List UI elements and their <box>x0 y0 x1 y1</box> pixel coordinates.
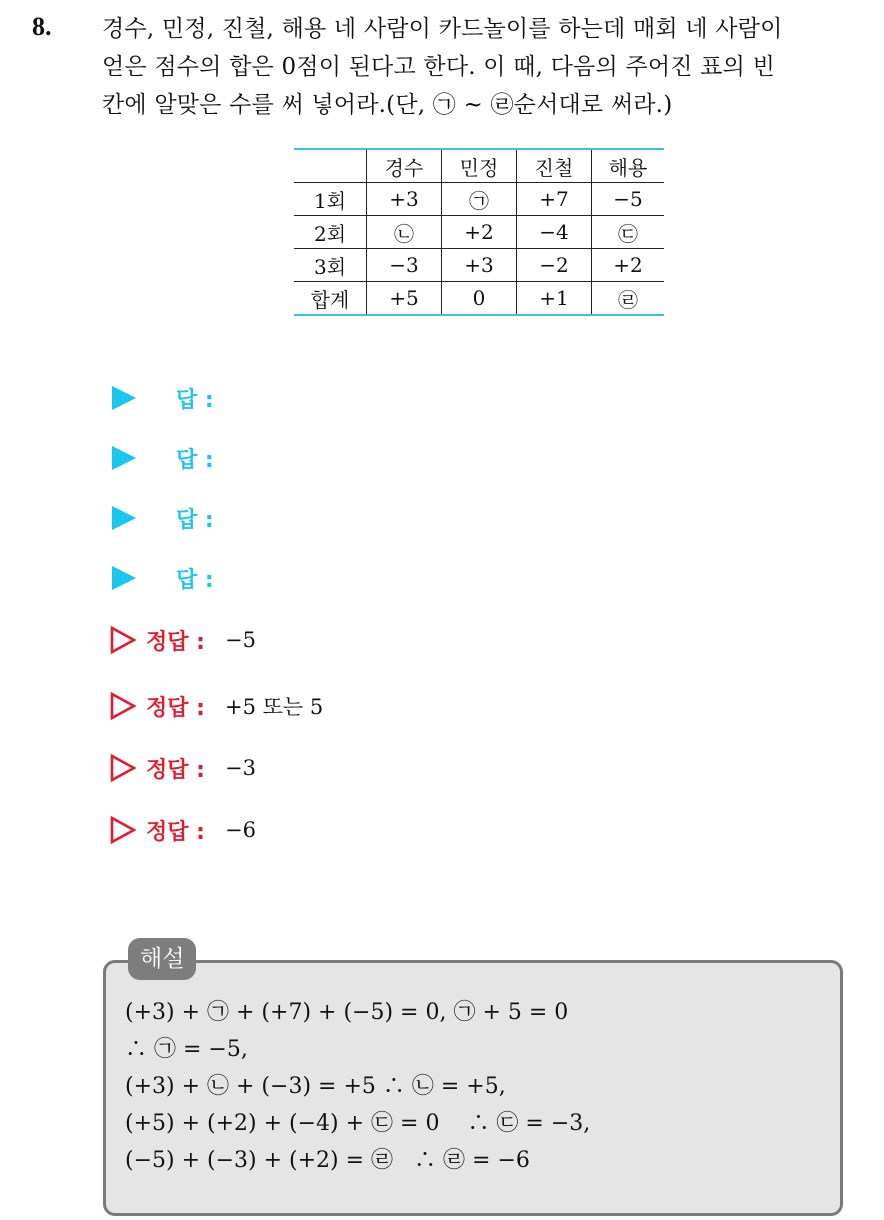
score-table <box>294 148 664 316</box>
answer-label: 답 : <box>176 387 214 413</box>
table-cell: +5 <box>367 282 442 316</box>
correct-answer-label: 정답 : <box>146 695 205 721</box>
table-cell: 합계 <box>294 282 367 316</box>
table-header-cell: 경수 <box>367 149 442 183</box>
play-arrow-icon <box>112 446 136 470</box>
explanation-line: (+3) + ㉠ + (+7) + (−5) = 0, ㉠ + 5 = 0 <box>125 1000 569 1025</box>
question-number: 8. <box>32 12 52 41</box>
table-cell: −5 <box>592 183 665 216</box>
answer-label: 답 : <box>176 567 214 593</box>
triangle-outline-icon <box>110 626 136 654</box>
table-row <box>294 216 664 249</box>
table-cell: 3회 <box>294 249 367 282</box>
explanation-line: ∴ ㉠ = −5, <box>125 1037 248 1062</box>
table-cell: 0 <box>442 282 517 316</box>
triangle-outline-icon <box>110 754 136 782</box>
correct-answer-value: −3 <box>224 756 256 780</box>
table-row <box>294 282 664 316</box>
play-arrow-icon <box>112 566 136 590</box>
table-cell: ㉠ <box>442 183 517 216</box>
table-cell: −3 <box>367 249 442 282</box>
explanation-text <box>125 994 590 1179</box>
table-row <box>294 183 664 216</box>
answer-label: 답 : <box>176 507 214 533</box>
table-cell: 2회 <box>294 216 367 249</box>
table-cell: +2 <box>592 249 665 282</box>
table-cell: −2 <box>517 249 592 282</box>
correct-answer-value: +5 또는 5 <box>224 695 324 719</box>
triangle-outline-icon <box>110 816 136 844</box>
answer-row[interactable] <box>108 558 214 598</box>
explanation-line: (+3) + ㉡ + (−3) = +5 ∴ ㉡ = +5, <box>125 1074 506 1099</box>
table-header-cell: 진철 <box>517 149 592 183</box>
answer-row[interactable] <box>108 438 214 478</box>
table-cell: ㉡ <box>367 216 442 249</box>
table-cell: +2 <box>442 216 517 249</box>
answer-row[interactable] <box>108 498 214 538</box>
correct-answer-label: 정답 : <box>146 629 205 655</box>
table-header-row <box>294 149 664 183</box>
correct-answer-label: 정답 : <box>146 757 205 783</box>
table-cell: +3 <box>442 249 517 282</box>
table-header-cell: 해용 <box>592 149 665 183</box>
correct-answer-value: −5 <box>224 628 256 652</box>
question-line: 얻은 점수의 합은 0점이 된다고 한다. 이 때, 다음의 주어진 표의 빈 <box>102 54 775 80</box>
explanation-tab: 해설 <box>128 938 196 980</box>
table-header-cell <box>294 149 367 183</box>
correct-answer-label: 정답 : <box>146 819 205 845</box>
table-row <box>294 249 664 282</box>
table-cell: +1 <box>517 282 592 316</box>
table-cell: ㉢ <box>592 216 665 249</box>
answer-row[interactable] <box>108 378 214 418</box>
explanation-line: (−5) + (−3) + (+2) = ㉣ ∴ ㉣ = −6 <box>125 1148 530 1173</box>
correct-answer-row <box>108 686 323 726</box>
question-line: 경수, 민정, 진철, 해용 네 사람이 카드놀이를 하는데 매회 네 사람이 <box>102 16 783 42</box>
table-cell: −4 <box>517 216 592 249</box>
table-header-cell: 민정 <box>442 149 517 183</box>
play-arrow-icon <box>112 386 136 410</box>
table-cell: ㉣ <box>618 287 638 312</box>
table-cell: +3 <box>367 183 442 216</box>
question-line: 칸에 알맞은 수를 써 넣어라.(단, ㉠ ~ ㉣순서대로 써라.) <box>102 92 673 118</box>
answer-label: 답 : <box>176 447 214 473</box>
triangle-outline-icon <box>110 692 136 720</box>
table-cell: +7 <box>517 183 592 216</box>
correct-answer-row <box>108 620 256 660</box>
correct-answer-row <box>108 748 256 788</box>
correct-answer-value: −6 <box>224 818 256 842</box>
question-text <box>102 10 872 124</box>
correct-answer-row <box>108 810 256 850</box>
explanation-line: (+5) + (+2) + (−4) + ㉢ = 0 ∴ ㉢ = −3, <box>125 1111 591 1136</box>
play-arrow-icon <box>112 506 136 530</box>
table-cell: 1회 <box>294 183 367 216</box>
